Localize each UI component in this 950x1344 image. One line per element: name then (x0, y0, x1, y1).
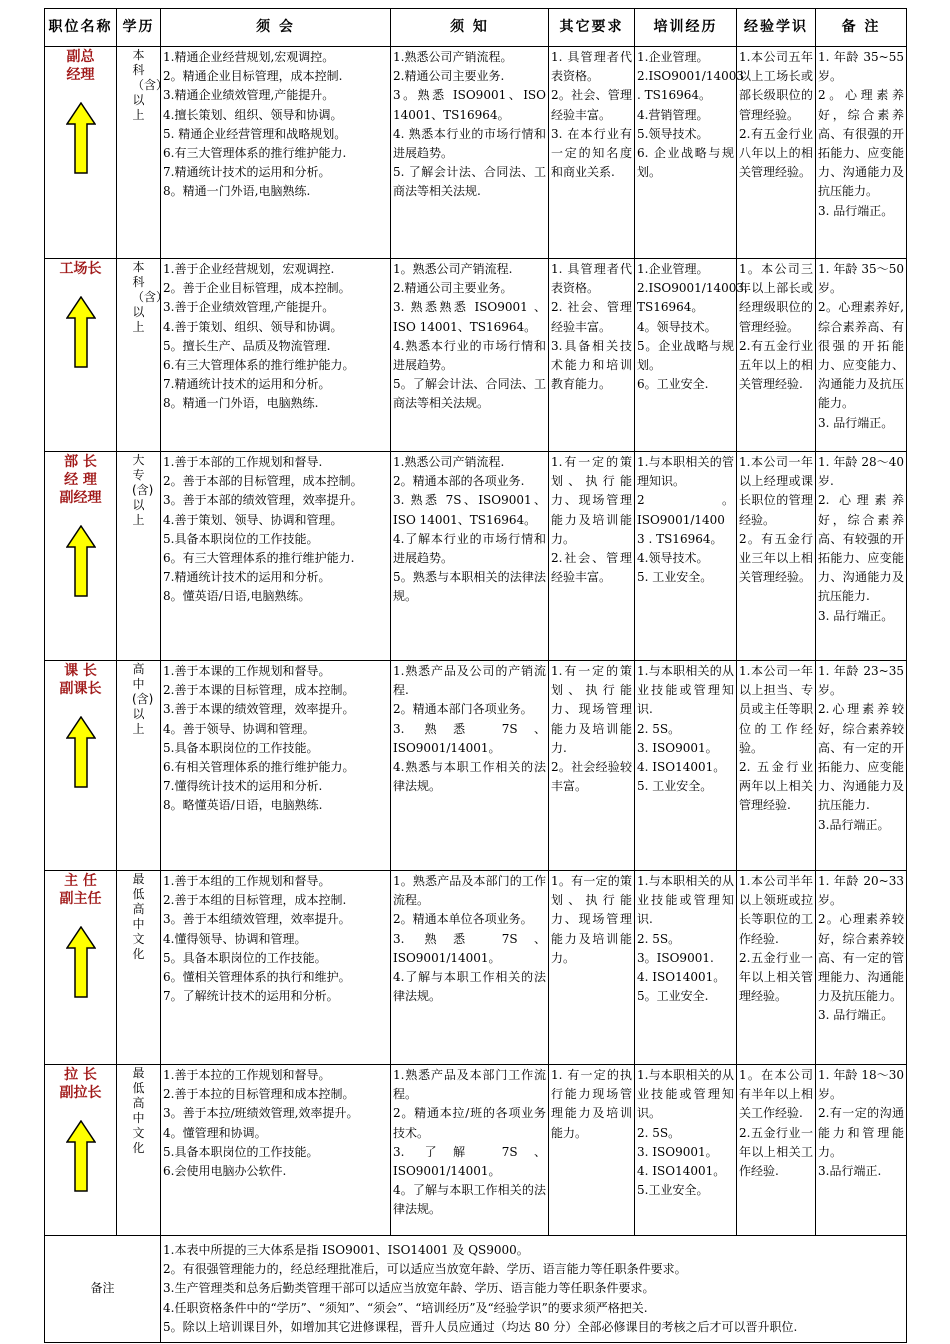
position-cell (45, 1065, 117, 1236)
position-title: 主 任 副主任 (59, 873, 102, 907)
list-item: 1。在本公司有半年以上相关工作经验. (739, 1068, 813, 1121)
other-cell (549, 452, 635, 661)
experience-list (739, 872, 813, 1006)
list-item: 6.有三大管理体系的推行维护能力. (163, 146, 347, 161)
list-item: 3. 熟悉 7S、ISO9001/14001。 (393, 931, 546, 965)
other-list (551, 453, 632, 587)
remark-line: 2。有很强管理能力的，经总经理批准后，可以适应当放宽年龄、学历、语言能力等任职条件要求。 (163, 1262, 687, 1277)
list-item: 3。善于本组绩效管理，效率提升。 (163, 912, 351, 927)
list-item: 4.营销管理。 (637, 107, 709, 122)
list-item: 1.本公司一年以上经理或课长职位的管理经验。 (739, 455, 813, 527)
list-item: 1. 年龄 35~55岁。 (818, 50, 904, 84)
remarks-cell (816, 452, 907, 661)
list-item: 1.熟悉产品及本部门工作流程。 (393, 1068, 546, 1102)
list-item: 5。熟悉与本职相关的法律法规。 (393, 570, 546, 604)
remarks-list (818, 453, 904, 626)
remarks-cell (816, 1065, 907, 1236)
list-item: 2. 5S。 (637, 931, 681, 946)
list-item: 6. 企业战略与规划。 (637, 146, 734, 180)
list-item: 1.善于本课的工作规划和督导。 (163, 664, 331, 678)
other-list (551, 260, 632, 394)
position-cell (45, 47, 117, 259)
education-text: 高中(含)以上 (132, 662, 154, 736)
up-arrow-icon (66, 716, 96, 788)
position-title: 拉 长 副拉长 (59, 1067, 102, 1101)
list-item: 4.擅长策划、组织、领导和协调。 (163, 107, 343, 122)
list-item: 2.ISO9001/14003. TS16964。 (637, 281, 748, 315)
table-row (45, 259, 907, 452)
training-cell (635, 661, 737, 871)
remarks-cell (816, 259, 907, 452)
list-item: 3。善于本部的绩效管理，效率提升。 (163, 493, 363, 508)
list-item: 4.熟悉与本职工作相关的法律法规。 (393, 760, 546, 794)
list-item: 1. 有一定的执行能力现场管理能力及培训能力。 (551, 1068, 632, 1140)
training-cell (635, 1065, 737, 1236)
other-list (551, 1066, 632, 1143)
remarks-list (818, 48, 904, 221)
experience-cell (737, 47, 816, 259)
up-arrow-icon (66, 1120, 96, 1192)
list-item: 8。略懂英语/日语，电脑熟练. (163, 798, 323, 813)
list-item: 2。心理素养好，综合素养高、有很强的开拓能力、应变能力、沟通能力及抗压能力。 (818, 88, 904, 199)
list-item: 3. ISO9001。 (637, 740, 718, 755)
experience-cell (737, 1065, 816, 1236)
list-item: 1。有一定的策划、执行能力、现场管理能力及培训能力。 (551, 874, 632, 965)
education-text: 最低高中文化 (132, 872, 145, 961)
list-item: 2.有五金行业五年以上的相关管理经验. (739, 338, 813, 392)
list-item: 1.熟悉公司产销流程. (393, 455, 505, 469)
list-item: 2。心理素养较好，综合素养较高、有一定的管理能力、沟通能力及抗压能力。 (818, 912, 904, 1004)
education-text: 大专(含)以上 (132, 453, 154, 527)
must-know-cell (391, 452, 549, 661)
list-item: 4。善于领导、协调和管理。 (163, 721, 315, 736)
list-item: 2.心理素养较好，综合素养较高、有一定的开拓能力、应变能力、沟通能力及抗压能力. (818, 702, 904, 813)
up-arrow-icon (66, 296, 96, 368)
list-item: 3. 在本行业有一定的知名度和商业关系. (551, 126, 632, 180)
list-item: 1.熟悉产品及公司的产销流程. (393, 664, 546, 698)
position-cell (45, 452, 117, 661)
list-item: 2。社会经验较丰富。 (551, 760, 632, 794)
must-do-cell (161, 259, 391, 452)
list-item: 5. 工业安全。 (637, 779, 713, 794)
list-item: 4.领导技术。 (637, 551, 709, 566)
list-item: 1.有一定的策划、执行能力、现场管理能力及培训能力. (551, 664, 632, 755)
list-item: 3. 熟悉 7S、ISO9001、ISO 14001、TS16964。 (393, 493, 546, 527)
list-item: 3.精通企业绩效管理,产能提升。 (163, 88, 335, 103)
list-item: 2.精通公司主要业务. (393, 69, 505, 84)
list-item: 2。善于本部的目标管理，成本控制。 (163, 474, 363, 489)
list-item: 3.善于企业绩效管理,产能提升。 (163, 300, 335, 315)
list-item: 5.具备本职岗位的工作技能。 (163, 1144, 319, 1159)
list-item: 3.品行端正. (818, 1164, 882, 1179)
list-item: 5. 精通企业经营管理和战略规划。 (163, 126, 347, 141)
table-row (45, 47, 907, 259)
list-item: 4。懂管理和协调。 (163, 1125, 267, 1140)
list-item: 7.精通统计技术的运用和分析。 (163, 570, 331, 585)
list-item: 1.企业管理。 (637, 50, 709, 64)
must-do-list (163, 872, 388, 1006)
list-item: 4.善于策划、组织、领导和协调。 (163, 319, 343, 334)
list-item: 3.具备相关技术能力和培训教育能力。 (551, 338, 632, 392)
training-list (637, 872, 734, 1006)
list-item: 1.本公司五年以上工场长或部长级职位的管理经验。 (739, 50, 813, 122)
list-item: 2.善于本拉的目标管理和成本控制。 (163, 1087, 355, 1102)
list-item: 5.具备本职岗位的工作技能。 (163, 531, 319, 546)
experience-list (739, 1066, 813, 1181)
list-item: 4。了解与本职工作相关的法律法规。 (393, 1183, 546, 1217)
up-arrow-icon (66, 102, 96, 174)
list-item: 2。精通本部门各项业务。 (393, 702, 533, 717)
list-item: 4.善于策划、领导、协调和管理。 (163, 512, 343, 527)
list-item: 1.精通企业经营规划,宏观调控。 (163, 50, 335, 64)
list-item: 7。了解统计技术的运用和分析。 (163, 989, 339, 1004)
must-do-list (163, 260, 388, 414)
list-item: 2.善于本组的目标管理，成本控制. (163, 893, 347, 908)
education-cell (117, 452, 161, 661)
list-item: 8。懂英语/日语,电脑熟练。 (163, 589, 311, 604)
list-item: 3. 品行端正。 (818, 608, 894, 623)
list-item: 3. 熟悉 7S、ISO9001/14001。 (393, 721, 546, 755)
list-item: 4.懂得领导、协调和管理。 (163, 931, 307, 946)
list-item: 5. 了解会计法、合同法、工商法等相关法规. (393, 165, 546, 199)
must-know-cell (391, 47, 549, 259)
must-do-list (163, 662, 388, 816)
experience-cell (737, 259, 816, 452)
other-list (551, 662, 632, 796)
remarks-cell (816, 871, 907, 1065)
table-row (45, 661, 907, 871)
list-item: 2。精通本部的各项业务. (393, 474, 525, 489)
list-item: 1。本公司三年以上部长或经理级职位的管理经验。 (739, 262, 813, 334)
education-cell (117, 871, 161, 1065)
list-item: 2. 社会、管理经验丰富。 (551, 300, 632, 334)
list-item: 2.社会、管理经验丰富。 (551, 551, 632, 585)
position-cell (45, 871, 117, 1065)
header-position: 职位名称 (45, 9, 117, 47)
list-item: 5。擅长生产、品质及物流管理. (163, 338, 331, 353)
must-know-list (393, 453, 546, 607)
list-item: 1。熟悉公司产销流程. (393, 262, 513, 276)
other-list (551, 48, 632, 182)
list-item: 1. 年龄 28～40 岁. (818, 455, 904, 489)
list-item: 2.精通公司主要业务。 (393, 281, 513, 296)
list-item: 5。企业战略与规划。 (637, 338, 734, 373)
must-do-cell (161, 452, 391, 661)
list-item: 3. 品行端正。 (818, 203, 894, 218)
list-item: 2. 五金行业两年以上相关管理经验. (739, 760, 813, 813)
list-item: 4.熟悉本行业的市场行情和进展趋势。 (393, 338, 546, 373)
must-know-list (393, 48, 546, 202)
list-item: 3。善于本拉/班绩效管理,效率提升。 (163, 1106, 359, 1121)
experience-cell (737, 661, 816, 871)
list-item: 4。领导技术。 (637, 319, 717, 334)
list-item: 1.善于本组的工作规划和督导。 (163, 874, 331, 888)
must-know-cell (391, 259, 549, 452)
list-item: 1. 年龄 20~33 岁。 (818, 874, 904, 908)
list-item: 2。社会、管理经验丰富。 (551, 88, 632, 122)
list-item: 1.企业管理。 (637, 262, 709, 276)
list-item: 3. 了解 7S、ISO9001/14001。 (393, 1144, 546, 1179)
remark-row (45, 1236, 907, 1343)
up-arrow-icon (66, 525, 96, 597)
list-item: 4. ISO14001。 (637, 760, 726, 775)
training-list (637, 453, 734, 587)
list-item: 1.与本职相关的从业技能或管理知识. (637, 874, 734, 927)
position-cell (45, 259, 117, 452)
remarks-cell (816, 47, 907, 259)
list-item: 8。精通一门外语，电脑熟练. (163, 396, 319, 411)
experience-list (739, 453, 813, 587)
remarks-list (818, 260, 904, 433)
list-item: 1.本公司半年以上领班或拉长等职位的工作经验. (739, 874, 813, 946)
list-item: 1.善于企业经营规划，宏观调控. (163, 262, 335, 276)
education-cell (117, 661, 161, 871)
list-item: 6。有三大管理体系的推行维护能力. (163, 551, 355, 566)
list-item: 2.善于本课的目标管理，成本控制。 (163, 683, 355, 698)
header-training: 培训经历 (635, 9, 737, 47)
list-item: 3。ISO9001. (637, 950, 714, 965)
training-list (637, 662, 734, 796)
list-item: 5。工业安全. (637, 989, 709, 1004)
list-item: 3. 品行端正。 (818, 415, 894, 430)
remarks-list (818, 1066, 904, 1181)
experience-cell (737, 871, 816, 1065)
position-title: 副总 经理 (66, 49, 95, 83)
list-item: 5。具备本职岗位的工作技能。 (163, 950, 327, 965)
list-item: 6.有三大管理体系的推行维护能力。 (163, 358, 355, 373)
list-item: 7.精通统计技术的运用和分析。 (163, 377, 331, 392)
remark-notes (161, 1236, 907, 1343)
list-item: 2.五金行业一年以上相关工作经验. (739, 1125, 813, 1179)
education-cell (117, 47, 169, 259)
list-item: 2。精通本拉/班的各项业务技术。 (393, 1106, 546, 1140)
list-item: 2。有五金行业三年以上相关管理经验。 (739, 531, 813, 585)
other-cell (549, 47, 635, 259)
list-item: 2。精通企业目标管理，成本控制. (163, 69, 343, 84)
list-item: 2。心理素养好,综合素养高、有很强的开拓能力、应变能力、沟通能力及抗压能力。 (818, 300, 904, 411)
list-item: 1.善于本部的工作规划和督导. (163, 455, 323, 469)
list-item: 2. 心理素养好，综合素养高、有较强的开拓能力、应变能力、沟通能力及抗压能力. (818, 493, 904, 604)
header-must-know: 须 知 (391, 9, 549, 47)
list-item: 2.有五金行业八年以上的相关管理经验。 (739, 126, 813, 180)
education-text: 本科（含）以上 (132, 48, 169, 122)
must-know-list (393, 872, 546, 1006)
list-item: 5.工业安全。 (637, 1183, 709, 1198)
list-item: 4. 熟悉本行业的市场行情和进展趋势。 (393, 126, 546, 161)
list-item: 1。熟悉产品及本部门的工作流程。 (393, 874, 546, 908)
list-item: 8。精通一门外语,电脑熟练. (163, 184, 311, 199)
remarks-list (818, 872, 904, 1026)
list-item: 7.精通统计技术的运用和分析。 (163, 165, 331, 180)
education-text: 本科（含）以上 (132, 260, 169, 334)
must-know-list (393, 662, 546, 796)
training-list (637, 48, 745, 182)
education-cell (117, 259, 169, 452)
list-item: 2.五金行业一年以上相关管理经验。 (739, 950, 813, 1004)
list-item: 1.与本职相关的管理知识。 (637, 455, 734, 489)
list-item: 2。精通本单位各项业务。 (393, 912, 533, 927)
position-requirements-table (44, 8, 907, 1343)
header-other: 其它要求 (549, 9, 635, 47)
training-cell (635, 452, 737, 661)
remark-label: 备注 (45, 1236, 161, 1343)
list-item: 6.有相关管理体系的推行维护能力。 (163, 760, 355, 775)
list-item: 2. 5S。 (637, 721, 681, 736)
list-item: 1. 具管理者代表资格。 (551, 50, 632, 84)
other-cell (549, 259, 635, 452)
list-item: 2. 5S。 (637, 1125, 681, 1140)
list-item: 3. 熟悉熟悉 ISO9001 、 ISO 14001、TS16964。 (393, 300, 546, 334)
position-title: 工场长 (59, 261, 102, 277)
list-item: 2。ISO9001/1400 3 . TS16964。 (637, 493, 734, 546)
table-row (45, 1065, 907, 1236)
education-text: 最低高中文化 (132, 1066, 145, 1155)
list-item: 1. 具管理者代表资格。 (551, 262, 632, 296)
position-title: 部 长 经 理 副经理 (59, 454, 102, 506)
experience-list (739, 48, 813, 182)
header-experience: 经验学识 (737, 9, 816, 47)
position-cell (45, 661, 117, 871)
list-item: 1.与本职相关的从业技能或管理知识. (637, 664, 734, 717)
training-cell (635, 871, 737, 1065)
must-know-list (393, 260, 546, 414)
must-do-cell (161, 47, 391, 259)
remark-line: 5。除以上培训课目外，如增加其它进修课程，晋升人员应通过（均达 80 分）全部必修课目的考核之后才可以晋升职位. (163, 1319, 798, 1334)
must-know-cell (391, 661, 549, 871)
list-item: 3.善于本课的绩效管理，效率提升。 (163, 702, 355, 717)
must-know-list (393, 1066, 546, 1220)
list-item: 1.善于本拉的工作规划和督导。 (163, 1068, 331, 1082)
education-cell (117, 1065, 161, 1236)
list-item: 3。熟悉 ISO9001、ISO 14001、TS16964。 (393, 88, 546, 122)
must-know-cell (391, 871, 549, 1065)
must-do-list (163, 1066, 388, 1181)
training-list (637, 1066, 734, 1200)
other-cell (549, 661, 635, 871)
other-cell (549, 871, 635, 1065)
must-do-list (163, 48, 388, 202)
position-title: 课 长 副课长 (59, 663, 102, 697)
list-item: 5。了解会计法、合同法、工商法等相关法规。 (393, 377, 546, 411)
header-education: 学历 (117, 9, 161, 47)
header-must-do: 须 会 (161, 9, 391, 47)
list-item: 2.有一定的沟通能力和管理能力。 (818, 1106, 904, 1159)
experience-list (739, 662, 813, 816)
remarks-cell (816, 661, 907, 871)
up-arrow-icon (66, 926, 96, 998)
list-item: 6。懂相关管理体系的执行和维护。 (163, 970, 351, 985)
list-item: 5. 工业安全。 (637, 570, 713, 585)
remark-line: 1.本表中所提的三大体系是指 ISO9001、ISO14001 及 QS9000。 (163, 1242, 529, 1257)
table-row (45, 871, 907, 1065)
remark-line: 3.生产管理类和总务后勤类管理干部可以适应当放宽年龄、学历、语言能力等任职条件要求。 (163, 1281, 655, 1296)
list-item: 5.领导技术。 (637, 126, 709, 141)
list-item: 3. ISO9001。 (637, 1144, 718, 1159)
table-body (45, 47, 907, 1236)
experience-cell (737, 452, 816, 661)
must-know-cell (391, 1065, 549, 1236)
list-item: 1. 年龄 23~35 岁。 (818, 664, 904, 698)
list-item: 1. 年龄 35～50 岁。 (818, 262, 904, 296)
must-do-cell (161, 871, 391, 1065)
list-item: 1. 年龄 18～30 岁。 (818, 1068, 904, 1102)
header-remarks: 备 注 (816, 9, 907, 47)
experience-list (739, 260, 813, 394)
list-item: 4.了解与本职工作相关的法律法规。 (393, 970, 546, 1004)
list-item: 2.ISO9001/14003 . TS16964。 (637, 69, 745, 103)
list-item: 5.具备本职岗位的工作技能。 (163, 740, 319, 755)
list-item: 6.会使用电脑办公软件. (163, 1164, 287, 1179)
remarks-list (818, 662, 904, 835)
must-do-cell (161, 661, 391, 871)
list-item: 1.本公司一年以上担当、专员或主任等职位的工作经验。 (739, 664, 813, 755)
list-item: 2。善于企业目标管理，成本控制。 (163, 281, 351, 296)
list-item: 3.品行端正。 (818, 817, 890, 832)
list-item: 4. ISO14001。 (637, 1164, 726, 1179)
list-item: 7.懂得统计技术的运用和分析. (163, 779, 323, 794)
list-item: 3. 品行端正。 (818, 1008, 894, 1023)
table-row (45, 452, 907, 661)
other-list (551, 872, 632, 968)
other-cell (549, 1065, 635, 1236)
training-cell (635, 47, 745, 259)
remark-line: 4.任职资格条件中的“学历”、“须知”、“须会”、“培训经历”及“经验学识”的要求须严格把关. (163, 1300, 648, 1315)
header-row (45, 9, 907, 47)
training-cell (635, 259, 748, 452)
must-do-list (163, 453, 388, 607)
list-item: 1.熟悉公司产销流程。 (393, 50, 513, 64)
must-do-cell (161, 1065, 391, 1236)
list-item: 4. ISO14001。 (637, 970, 726, 985)
list-item: 4.了解本行业的市场行情和进展趋势。 (393, 531, 546, 566)
list-item: 1.与本职相关的从业技能或管理知识。 (637, 1068, 734, 1121)
list-item: 1.有一定的策划、执行能力、现场管理能力及培训能力。 (551, 455, 632, 546)
training-list (637, 260, 748, 394)
list-item: 6。工业安全. (637, 377, 709, 392)
